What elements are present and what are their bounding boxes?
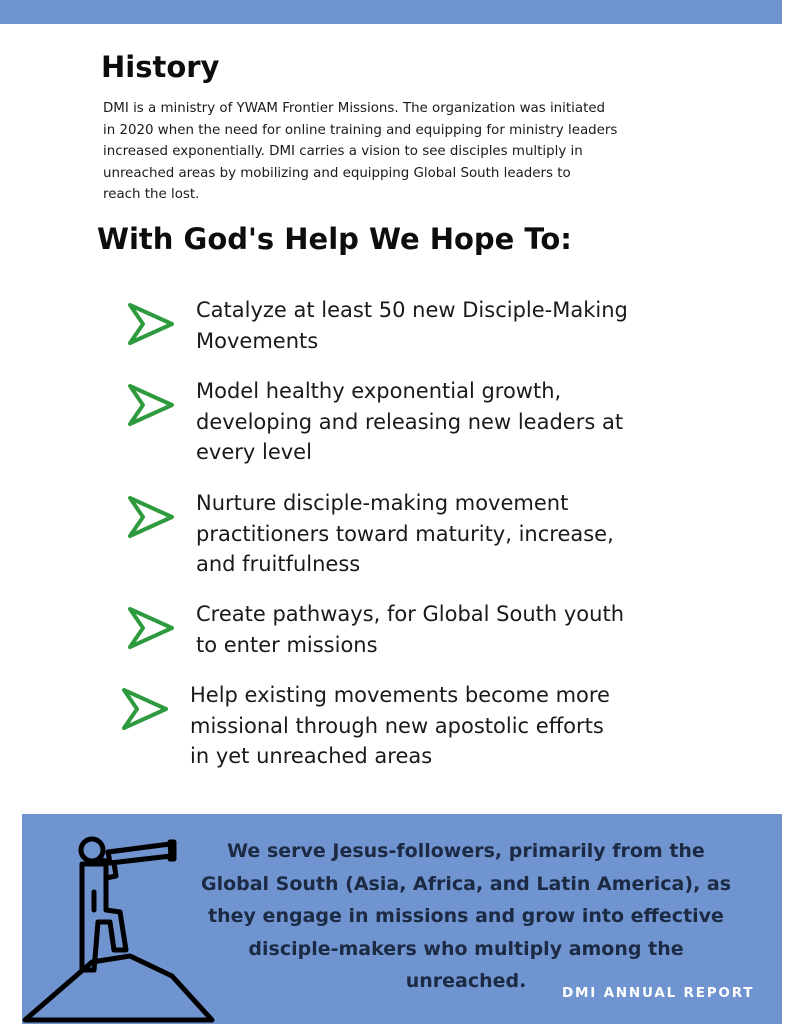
goal-line: Nurture disciple-making movement (196, 491, 569, 515)
top-color-band (0, 0, 782, 24)
history-line: reach the lost. (103, 187, 200, 202)
goal-line: developing and releasing new leaders at (196, 409, 624, 434)
history-line: DMI is a ministry of YWAM Frontier Missions. The organization was initiated (103, 101, 606, 116)
history-line: unreached areas by mobilizing and equipping Global South leaders to (103, 165, 571, 181)
mission-line: they engage in missions and grow into effective (208, 905, 724, 927)
green-arrow-icon (126, 383, 176, 427)
hope-heading: With God's Help We Hope To: (97, 222, 572, 256)
report-footer-label: DMI ANNUAL REPORT (562, 985, 755, 1001)
mission-line: disciple-makers who multiply among the (248, 937, 684, 960)
green-arrow-icon (126, 495, 176, 539)
goal-line: and fruitfulness (196, 552, 361, 576)
green-arrow-icon (120, 687, 170, 731)
mission-line: We serve Jesus-followers, primarily from the (227, 840, 705, 862)
green-arrow-icon (126, 302, 176, 346)
history-line: increased exponentially. DMI carries a vision to see disciples multiply in (103, 144, 583, 159)
goal-line: every level (196, 440, 312, 464)
green-arrow-icon (126, 606, 176, 650)
goal-text (196, 376, 623, 468)
goal-line: Model healthy exponential growth, (196, 379, 562, 403)
goal-line: to enter missions (196, 632, 378, 657)
history-line: in 2020 when the need for online training and equipping for ministry leaders (103, 122, 618, 138)
goal-line: Help existing movements become more (190, 683, 610, 707)
goal-text (196, 295, 628, 356)
history-heading: History (101, 50, 220, 84)
goal-line: Movements (196, 328, 319, 353)
goal-line: Catalyze at least 50 new Disciple-Making (196, 298, 628, 322)
goal-line: in yet unreached areas (190, 744, 433, 768)
goal-line: missional through new apostolic efforts (190, 713, 604, 738)
goal-line: Create pathways, for Global South youth (196, 602, 625, 626)
goal-text (190, 680, 610, 772)
mission-line: Global South (Asia, Africa, and Latin America), as (200, 872, 732, 895)
history-paragraph (103, 98, 703, 206)
mission-line: unreached. (405, 970, 527, 992)
goal-text (196, 488, 614, 580)
mission-statement (180, 835, 752, 998)
goal-text (196, 599, 624, 660)
goal-line: practitioners toward maturity, increase, (196, 521, 614, 546)
